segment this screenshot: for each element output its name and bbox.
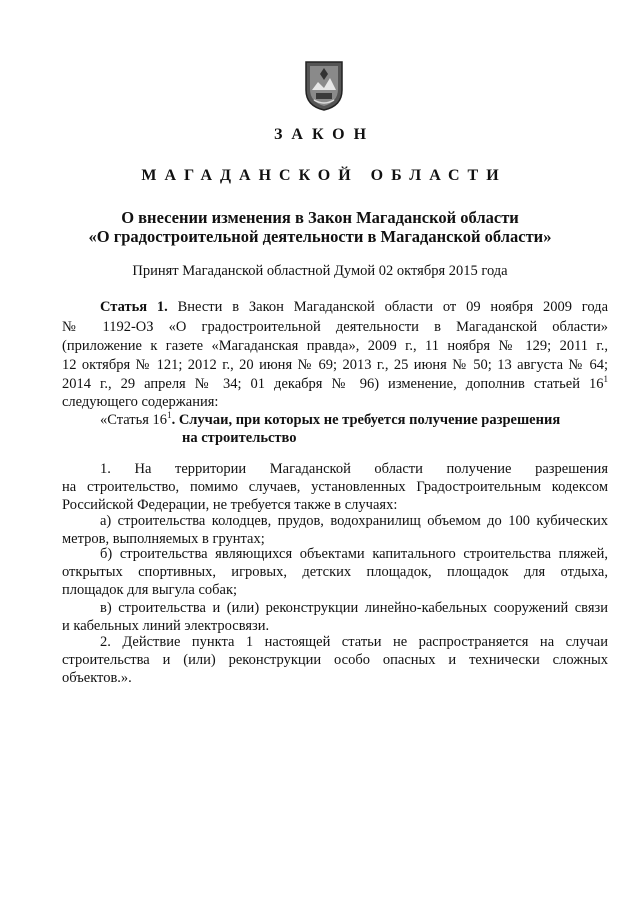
point-1-line-1: 1. На территории Магаданской области получение разрешения	[100, 461, 608, 477]
adoption-note: Принят Магаданской областной Думой 02 октября 2015 года	[132, 263, 508, 279]
article-16-1-heading: «Статья $16^1$. Случаи, при которых не требуется получение разрешения	[100, 410, 561, 428]
subpoint-a-line-2: метров, выполняемых в грунтах;	[62, 531, 265, 547]
document-title-line-1: О внесении изменения в Закон Магаданской области	[121, 208, 519, 227]
point-2-line-1: 2. Действие пункта 1 настоящей статьи не распространяется на случаи	[100, 634, 608, 650]
point-2-line-2: строительства и (или) реконструкции особо опасных и технически сложных	[62, 652, 608, 668]
subpoint-c-line-1: в) строительства и (или) реконструкции линейно-кабельных сооружений связи	[100, 600, 608, 616]
subpoint-b-line-2: открытых спортивных, игровых, детских площадок, площадок для отдыха,	[62, 564, 608, 580]
subpoint-b-line-3: площадок для выгула собак;	[62, 582, 238, 598]
article-1-line-5: 2014 г., 29 апреля № 34; 01 декабря № 96) изменение, дополнив статьей $16^1$	[62, 374, 608, 392]
law-heading: ЗАКОН	[273, 126, 376, 143]
article-1-line-2: № 1192-ОЗ «О градостроительной деятельности в Магаданской области»	[62, 319, 608, 335]
article-1-line-1: Статья 1. Внести в Закон Магаданской области от 09 ноября 2009 года	[100, 299, 609, 315]
subpoint-b-line-1: б) строительства являющихся объектами капитального строительства пляжей,	[100, 546, 608, 562]
point-2-line-3: объектов.».	[62, 670, 132, 686]
subpoint-a-line-1: а) строительства колодцев, прудов, водохранилищ объемом до 100 кубических	[100, 513, 608, 529]
subpoint-c-line-2: и кабельных линий электросвязи.	[62, 618, 270, 634]
article-1-line-6: следующего содержания:	[62, 394, 219, 410]
article-1-line-3: (приложение к газете «Магаданская правда», 2009 г., 11 ноября № 129; 2011 г.,	[62, 338, 608, 354]
point-1-line-3: Российской Федерации, не требуется также в случаях:	[62, 497, 398, 513]
point-1-line-2: на строительство, помимо случаев, установленных Градостроительным кодексом	[62, 479, 608, 495]
article-1-label: Статья 1.	[100, 299, 168, 315]
region-heading: МАГАДАНСКОЙ ОБЛАСТИ	[141, 167, 507, 184]
article-16-1-heading-line-2: на строительство	[182, 430, 297, 446]
magadan-region-coat-of-arms-icon	[304, 60, 344, 112]
document-title-line-2: «О градостроительной деятельности в Магаданской области»	[88, 227, 552, 246]
article-1-line-4: 12 октября № 121; 2012 г., 20 июня № 69; 2013 г., 25 июня № 50; 13 августа № 64;	[62, 357, 608, 373]
